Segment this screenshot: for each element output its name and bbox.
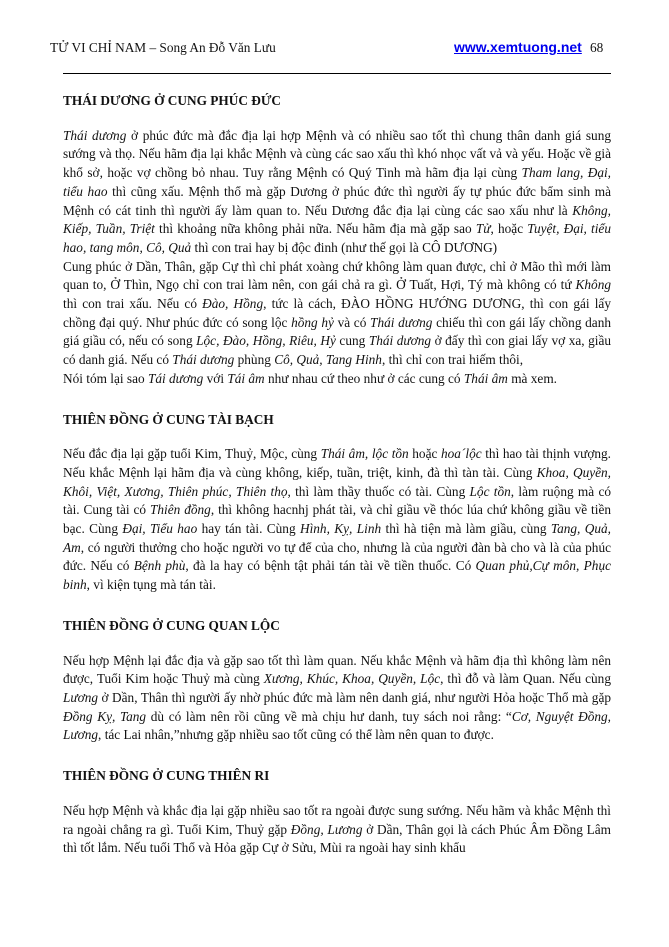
italic-term: Không [575,277,611,293]
text-run: ở đấy thì con giai lấy vợ xa, giầu có danh giá. Nếu có [63,333,612,368]
text-run: ở Dần, Thân gọi là cách Phúc Âm Đồng Lâm thì tốt lắm. Nếu tuổi Thổ và Hỏa gặp Cự ở Sửu, Mùi ra ngoài hay sinh khẩu [63,821,611,856]
italic-term: Đồng, Lương [290,821,363,837]
italic-term: Tham lang, Đại, tiểu hao [63,165,611,199]
italic-term: Thái dương [172,352,235,368]
text-run: cung [335,333,369,349]
italic-term: Thái dương [63,127,127,143]
paragraph [63,127,611,258]
italic-term: Không, Kiếp, Tuần, Triệt [63,202,611,237]
paragraph [63,652,611,746]
paragraph [63,445,611,595]
text-run: hoặc [408,446,441,462]
italic-term: Cơ, Nguyệt Đồng, Lương [63,708,611,743]
text-run: , thì đỗ và làm Quan. Nếu cùng [440,671,611,687]
text-run: và có [333,314,371,330]
section-heading: THIÊN ĐỒNG Ở CUNG TÀI BẠCH [63,411,274,427]
italic-term: Quan phủ,Cự môn, Phục binh [63,558,611,593]
italic-term: Tử [475,221,491,237]
italic-term: Lộc tồn [469,483,511,499]
text-run: ở Dần, Thân thì người ấy nhờ phúc đức mà làm nên danh giá, như người Hỏa hoặc Thổ mà gặp [98,689,611,705]
text-run: Nếu hợp Mệnh lại đắc địa và gặp sao tốt thì làm quan. Nếu khắc Mệnh và hãm địa thì không làm nên được, Tuổi Kim hoặc Thuỷ mà cùng [63,652,611,687]
text-run: , làm ruộng mà có tài. Cung tài có [63,483,611,518]
text-run: ở phúc đức mà đắc địa lại hợp Mệnh và có nhiều sao tốt thì chung thân danh giá sung sướng và thọ. Nếu hãm địa lại khắc Mệnh và cùng các sao xấu thì khó nhọc vất vả và yếu. Hoặc về già khổ sở, hoặc vợ chồng bỏ nhau. Tuy rằng Mệnh có Quý Tinh mà hãm địa lại cùng [63,127,611,181]
running-title: TỬ VI CHỈ NAM – Song An Đỗ Văn Lưu [50,40,276,55]
text-run: Nói tóm lại sao [63,370,148,386]
italic-term: Tái dương [147,370,204,386]
italic-term: Thái dương [370,314,433,330]
italic-term: Lương [63,689,99,705]
italic-term: Cô, Quả, Tang Hinh [274,352,382,368]
italic-term: Thái âm, lộc tồn [320,446,409,462]
text-run: phùng [234,352,275,368]
text-run: thì con trai xấu. Nếu có [63,296,203,312]
text-run: thì hà tiện mà làm giầu, cùng [381,521,551,537]
text-run: , thì không hacnhj phát tài, và chỉ giầu về thóc lúa chứ không giầu về tiền bạc. Cùng [63,502,611,537]
text-run: mà xem. [507,370,557,386]
italic-term: Hình, Kỵ, Linh [299,521,382,537]
text-run: chiếu thì con gái lấy chồng danh giá giầu có, nếu có song [63,314,612,349]
text-run: dù có làm nên rồi cũng về mà chịu hư danh, tuy sách noi rằng: “ [146,708,512,724]
text-run: , tức là cách, ĐÀO HỒNG HƯỚNG DƯƠNG, thì con gái lấy chồng đại quý. Như phúc đức có song lộc [63,296,611,330]
text-run: như nhau cứ theo như ở các cung có [264,370,464,386]
italic-term: Lộc, Đào, Hồng, Riêu, Hỷ [196,333,336,349]
italic-term: Tang, Quả, Am [63,521,611,555]
text-run: , tác Lai nhân,”nhưng gặp nhiều sao tốt cũng có thể làm nên quan to được. [98,727,494,743]
page-number: 68 [590,40,604,55]
website-link[interactable]: www.xemtuong.net [454,39,582,55]
italic-term: hồng hỷ [291,314,334,330]
text-run: hay tán tài. Cùng [197,521,300,537]
text-run: , đà la hay có bệnh tật phải tán tài về tiền thuốc. Có [185,558,476,574]
header-divider [63,73,611,74]
section-heading: THIÊN ĐỒNG Ở CUNG THIÊN RI [63,768,270,784]
italic-term: Đồng Kỵ, Tang [63,708,147,724]
italic-term: Tuyệt, Đại, tiểu hao, tang môn, Cô, Quả [63,221,611,255]
text-run: , thì chỉ con trai hiếm thôi, [381,352,524,368]
text-run: với [203,370,228,386]
italic-term: Thiên đồng [150,502,211,518]
italic-term: Khoa, Quyền, Khôi, Việt, Xương, Thiên phúc, Thiên thọ [63,464,611,499]
italic-term: Đại, Tiểu hao [122,521,198,537]
text-run: thì con trai hay bị độc đinh (như thế gọi là CÔ DƯƠNG) [191,239,498,255]
text-run: , hoặc [490,221,528,237]
italic-term: Đào, Hồng [202,296,264,312]
italic-term: Thái âm [463,370,508,386]
text-run: , có người thưởng cho hoặc người vo tự để của cho, nhưng là của người đàn bà cho và là của phúc đức. Nếu có [63,539,611,574]
text-run: Cung phúc ở Dần, Thân, gặp Cự thì chỉ phát xoàng chứ không làm quan được, chỉ ở Mão thì mới làm quan to, Ở Thìn, Ngọ chỉ con trai làm nên, con gái chả ra gì. Ở Tuất, Hợi, Tý mà không có tứ [63,258,611,293]
text-run: , vì kiện tụng mà tán tài. [86,577,216,593]
italic-term: Tái âm [227,370,265,386]
italic-term: Bệnh phù [133,558,186,574]
italic-term: Thái dương [368,333,432,349]
section-heading: THIÊN ĐỒNG Ở CUNG QUAN LỘC [63,617,280,633]
paragraph [63,802,611,858]
section [63,92,611,389]
text-run: thì cũng xấu. Mệnh thổ mà gặp Dương ở phúc đức thì người ấy tự phúc đức bẩm sinh mà Mệnh có cát tinh thì người ấy làm quan to. Nếu Dương đắc địa lại cùng các sao xấu như là [63,183,611,218]
section [63,767,611,858]
text-run: thì khoảng nữa không phải nữa. Nếu hãm địa mà gặp sao [154,221,476,237]
section [63,411,611,595]
text-run: , thì làm thầy thuốc có tài. Cùng [287,483,470,499]
paragraph [63,258,611,370]
paragraph [63,370,611,389]
section-heading: THÁI DƯƠNG Ở CUNG PHÚC ĐỨC [63,93,282,108]
text-run: Nếu đắc địa lại gặp tuổi Kim, Thuỷ, Mộc, cùng [63,446,321,462]
text-run: Nếu hợp Mệnh và khắc địa lại gặp nhiều sao tốt ra ngoài được sung sướng. Nếu hãm và khắc Mệnh thì ra ngoài chẳng ra gì. Tuổi Kim, Thuỷ gặp [63,802,611,837]
italic-term: Xương, Khúc, Khoa, Quyền, Lộc [263,671,441,687]
text-run: thì hao tài thịnh vượng. Nếu khắc Mệnh lại hãm địa và cùng không, kiếp, tuần, triệt, kinh, đà thì tàn tài. Cùng [63,446,611,480]
italic-term: hoa´lộc [441,446,482,462]
document-body [63,92,611,880]
section [63,617,611,745]
